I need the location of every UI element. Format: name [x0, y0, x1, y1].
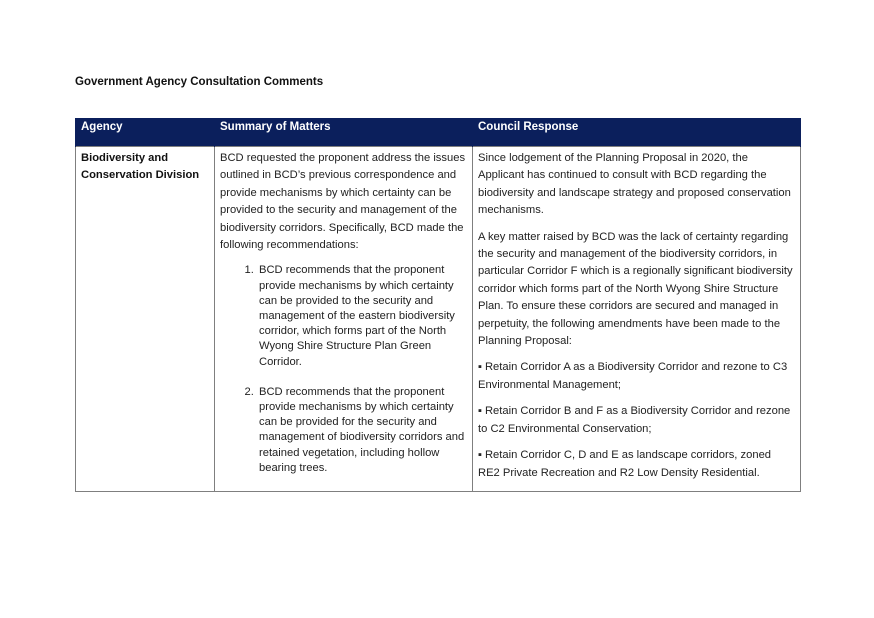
consultation-table — [75, 118, 801, 492]
response-paragraph-2: A key matter raised by BCD was the lack of certainty regarding the security and management of the biodiversity corridors, in particular Corridor F which is a regionally significant biodiversity corridor which forms part of the North Wyong Shire Structure Plan. To ensure these corridors are secured and managed in perpetuity, the following amendments have been made to the Planning Proposal: — [478, 230, 793, 348]
response-bullet-text: Retain Corridor A as a Biodiversity Corridor and rezone to C3 Environmental Management; — [478, 361, 788, 391]
square-bullet-icon: ▪ — [478, 449, 482, 462]
square-bullet-icon: ▪ — [478, 361, 482, 374]
response-bullet-text: Retain Corridor C, D and E as landscape corridors, zoned RE2 Private Recreation and R2 Low Density Residential. — [478, 449, 772, 479]
recommendation-item-1: 1. BCD recommends that the proponent provide mechanisms by which certainty can be provided to the security and management of the eastern biodiversity corridor, which forms part of the North Wyong Shire Structure Plan Green Corridor. — [257, 263, 467, 369]
summary-intro: BCD requested the proponent address the issues outlined in BCD’s previous correspondence and provide mechanisms by which certainty can be provided to the security and management of the biodiversity corridors. Specifically, BCD made the following recommendations: — [220, 152, 466, 252]
response-cell — [473, 147, 801, 492]
response-bullet-3 — [478, 447, 795, 482]
header-agency: Agency — [76, 118, 215, 147]
header-summary-of-matters: Summary of Matters — [215, 118, 473, 147]
table-row — [76, 147, 801, 492]
agency-name: Biodiversity and Conservation Division — [81, 152, 200, 182]
summary-cell — [215, 147, 473, 492]
recommendations-list — [220, 263, 467, 476]
agency-cell — [76, 147, 215, 492]
square-bullet-icon: ▪ — [478, 405, 482, 418]
header-council-response: Council Response — [473, 118, 801, 147]
response-bullet-1 — [478, 359, 795, 394]
recommendation-item-2: 2. BCD recommends that the proponent provide mechanisms by which certainty can be provided for the security and management of biodiversity corridors and retained vegetation, including hollow bearing trees. — [257, 385, 467, 476]
response-paragraph-1: Since lodgement of the Planning Proposal in 2020, the Applicant has continued to consult with BCD regarding the biodiversity and landscape strategy and proposed conservation mechanisms. — [478, 152, 791, 217]
response-bullet-text: Retain Corridor B and F as a Biodiversity Corridor and rezone to C2 Environmental Conservation; — [478, 405, 791, 435]
response-bullet-2 — [478, 403, 795, 438]
table-header-row — [76, 118, 801, 147]
document-title: Government Agency Consultation Comments — [75, 76, 324, 88]
